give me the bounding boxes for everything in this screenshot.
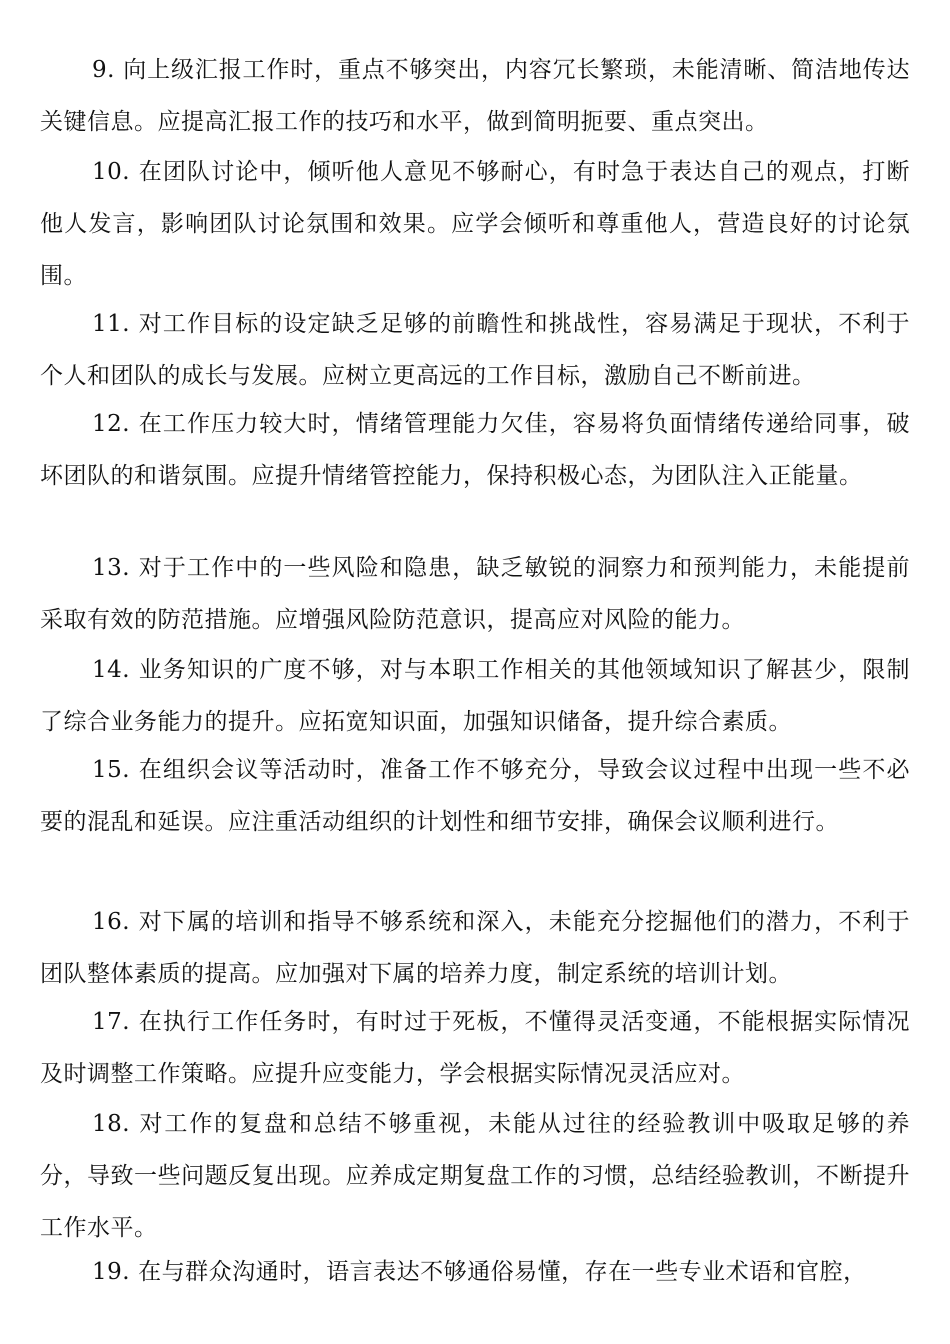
item-text: 在与群众沟通时，语言表达不够通俗易懂，存在一些专业术语和官腔， — [138, 1259, 867, 1285]
item-text: 对下属的培训和指导不够系统和深入，未能充分挖掘他们的潜力，不利于团队整体素质的提高。应加强对下属的培养力度，制定系统的培训计划。 — [40, 909, 910, 987]
list-item — [40, 542, 910, 646]
item-number: 9. — [92, 57, 115, 83]
item-number: 11. — [92, 311, 131, 337]
list-item — [40, 398, 910, 502]
item-number: 17. — [92, 1009, 131, 1035]
list-item — [40, 1098, 910, 1254]
item-text: 对工作目标的设定缺乏足够的前瞻性和挑战性，容易满足于现状，不利于个人和团队的成长与发展。应树立更高远的工作目标，激励自己不断前进。 — [40, 311, 910, 389]
item-text: 在工作压力较大时，情绪管理能力欠佳，容易将负面情绪传递给同事，破坏团队的和谐氛围。应提升情绪管控能力，保持积极心态，为团队注入正能量。 — [40, 411, 910, 489]
item-number: 15. — [92, 757, 131, 783]
item-text: 对于工作中的一些风险和隐患，缺乏敏锐的洞察力和预判能力，未能提前采取有效的防范措施。应增强风险防范意识，提高应对风险的能力。 — [40, 555, 910, 633]
list-item — [40, 644, 910, 748]
item-text: 在团队讨论中，倾听他人意见不够耐心，有时急于表达自己的观点，打断他人发言，影响团队讨论氛围和效果。应学会倾听和尊重他人，营造良好的讨论氛围。 — [40, 159, 910, 289]
list-item — [40, 44, 910, 148]
item-number: 14. — [92, 657, 131, 683]
item-number: 16. — [92, 909, 131, 935]
item-text: 对工作的复盘和总结不够重视，未能从过往的经验教训中吸取足够的养分，导致一些问题反复出现。应养成定期复盘工作的习惯，总结经验教训，不断提升工作水平。 — [40, 1111, 910, 1241]
item-text: 向上级汇报工作时，重点不够突出，内容冗长繁琐，未能清晰、简洁地传达关键信息。应提高汇报工作的技巧和水平，做到简明扼要、重点突出。 — [40, 57, 910, 135]
item-text: 业务知识的广度不够，对与本职工作相关的其他领域知识了解甚少，限制了综合业务能力的提升。应拓宽知识面，加强知识储备，提升综合素质。 — [40, 657, 910, 735]
list-item — [40, 744, 910, 848]
list-item — [40, 1246, 910, 1298]
list-item — [40, 896, 910, 1000]
item-number: 19. — [92, 1259, 131, 1285]
item-number: 18. — [92, 1111, 131, 1137]
item-text: 在组织会议等活动时，准备工作不够充分，导致会议过程中出现一些不必要的混乱和延误。应注重活动组织的计划性和细节安排，确保会议顺利进行。 — [40, 757, 910, 835]
list-item — [40, 996, 910, 1100]
item-number: 12. — [92, 411, 131, 437]
list-item — [40, 146, 910, 302]
item-number: 13. — [92, 555, 131, 581]
item-number: 10. — [92, 159, 131, 185]
item-text: 在执行工作任务时，有时过于死板，不懂得灵活变通，不能根据实际情况及时调整工作策略。应提升应变能力，学会根据实际情况灵活应对。 — [40, 1009, 910, 1087]
list-item — [40, 298, 910, 402]
